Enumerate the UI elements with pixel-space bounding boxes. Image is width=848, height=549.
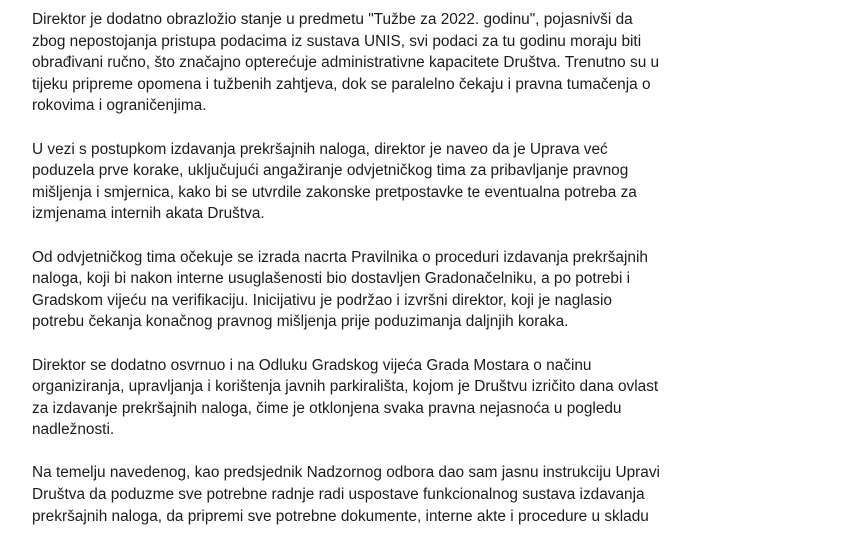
- text-line: poduzela prve korake, uključujući angažiranje odvjetničkog tima za pribavljanje pravnog: [32, 162, 629, 180]
- paragraph-1: [32, 9, 822, 117]
- paragraph-3: [32, 247, 822, 333]
- text-line: rokovima i ograničenjima.: [32, 97, 207, 115]
- text-line: Direktor je dodatno obrazložio stanje u predmetu "Tužbe za 2022. godinu", pojasnivši da: [32, 11, 633, 28]
- text-line: izmjenama internih akata Društva.: [32, 205, 265, 223]
- text-line: za izdavanje prekršajnih naloga, čime je otklonjena svaka pravna nejasnoća u pogledu: [32, 399, 622, 417]
- text-line: tijeku pripreme opomena i tužbenih zahtjeva, dok se paralelno čekaju i pravna tumačenja o: [32, 75, 651, 93]
- text-line: Od odvjetničkog tima očekuje se izrada nacrta Pravilnika o proceduri izdavanja prekršajnih: [32, 248, 648, 266]
- text-line: Gradskom vijeću na verifikaciju. Inicijativu je podržao i izvršni direktor, koji je naglasio: [32, 291, 612, 309]
- paragraph-2: [32, 139, 822, 225]
- text-line: Na temelju navedenog, kao predsjednik Nadzornog odbora dao sam jasnu instrukciju Upravi: [32, 464, 660, 482]
- text-line: organiziranja, upravljanja i korištenja javnih parkirališta, kojom je Društvu izričito dana ovlast: [32, 378, 659, 396]
- text-line: Društva da poduzme sve potrebne radnje radi uspostave funkcionalnog sustava izdavanja: [32, 486, 645, 504]
- text-line: prekršajnih naloga, da pripremi sve potrebne dokumente, interne akte i procedure u skladu: [32, 507, 649, 525]
- text-line: nadležnosti.: [32, 421, 115, 439]
- text-line: mišljenja i smjernica, kako bi se utvrdile zakonske pretpostavke te eventualna potreba za: [32, 183, 637, 201]
- paragraph-5: [32, 462, 822, 527]
- text-line: U vezi s postupkom izdavanja prekršajnih naloga, direktor je naveo da je Uprava već: [32, 140, 608, 158]
- text-line: Direktor se dodatno osvrnuo i na Odluku Gradskog vijeća Grada Mostara o načinu: [32, 356, 592, 374]
- paragraph-4: [32, 355, 822, 441]
- text-line: obrađivani ručno, što značajno opterećuje administrativne kapacitete Društva. Trenutno su u: [32, 54, 660, 72]
- text-line: naloga, koji bi nakon interne usuglašenosti bio dostavljen Gradonačelniku, a po potrebi i: [32, 270, 631, 288]
- text-line: zbog nepostojanja pristupa podacima iz sustava UNIS, svi podaci za tu godinu moraju biti: [32, 32, 642, 50]
- text-line: potrebu čekanja konačnog pravnog mišljenja prije poduzimanja daljnjih koraka.: [32, 313, 569, 331]
- document-body: [32, 9, 822, 549]
